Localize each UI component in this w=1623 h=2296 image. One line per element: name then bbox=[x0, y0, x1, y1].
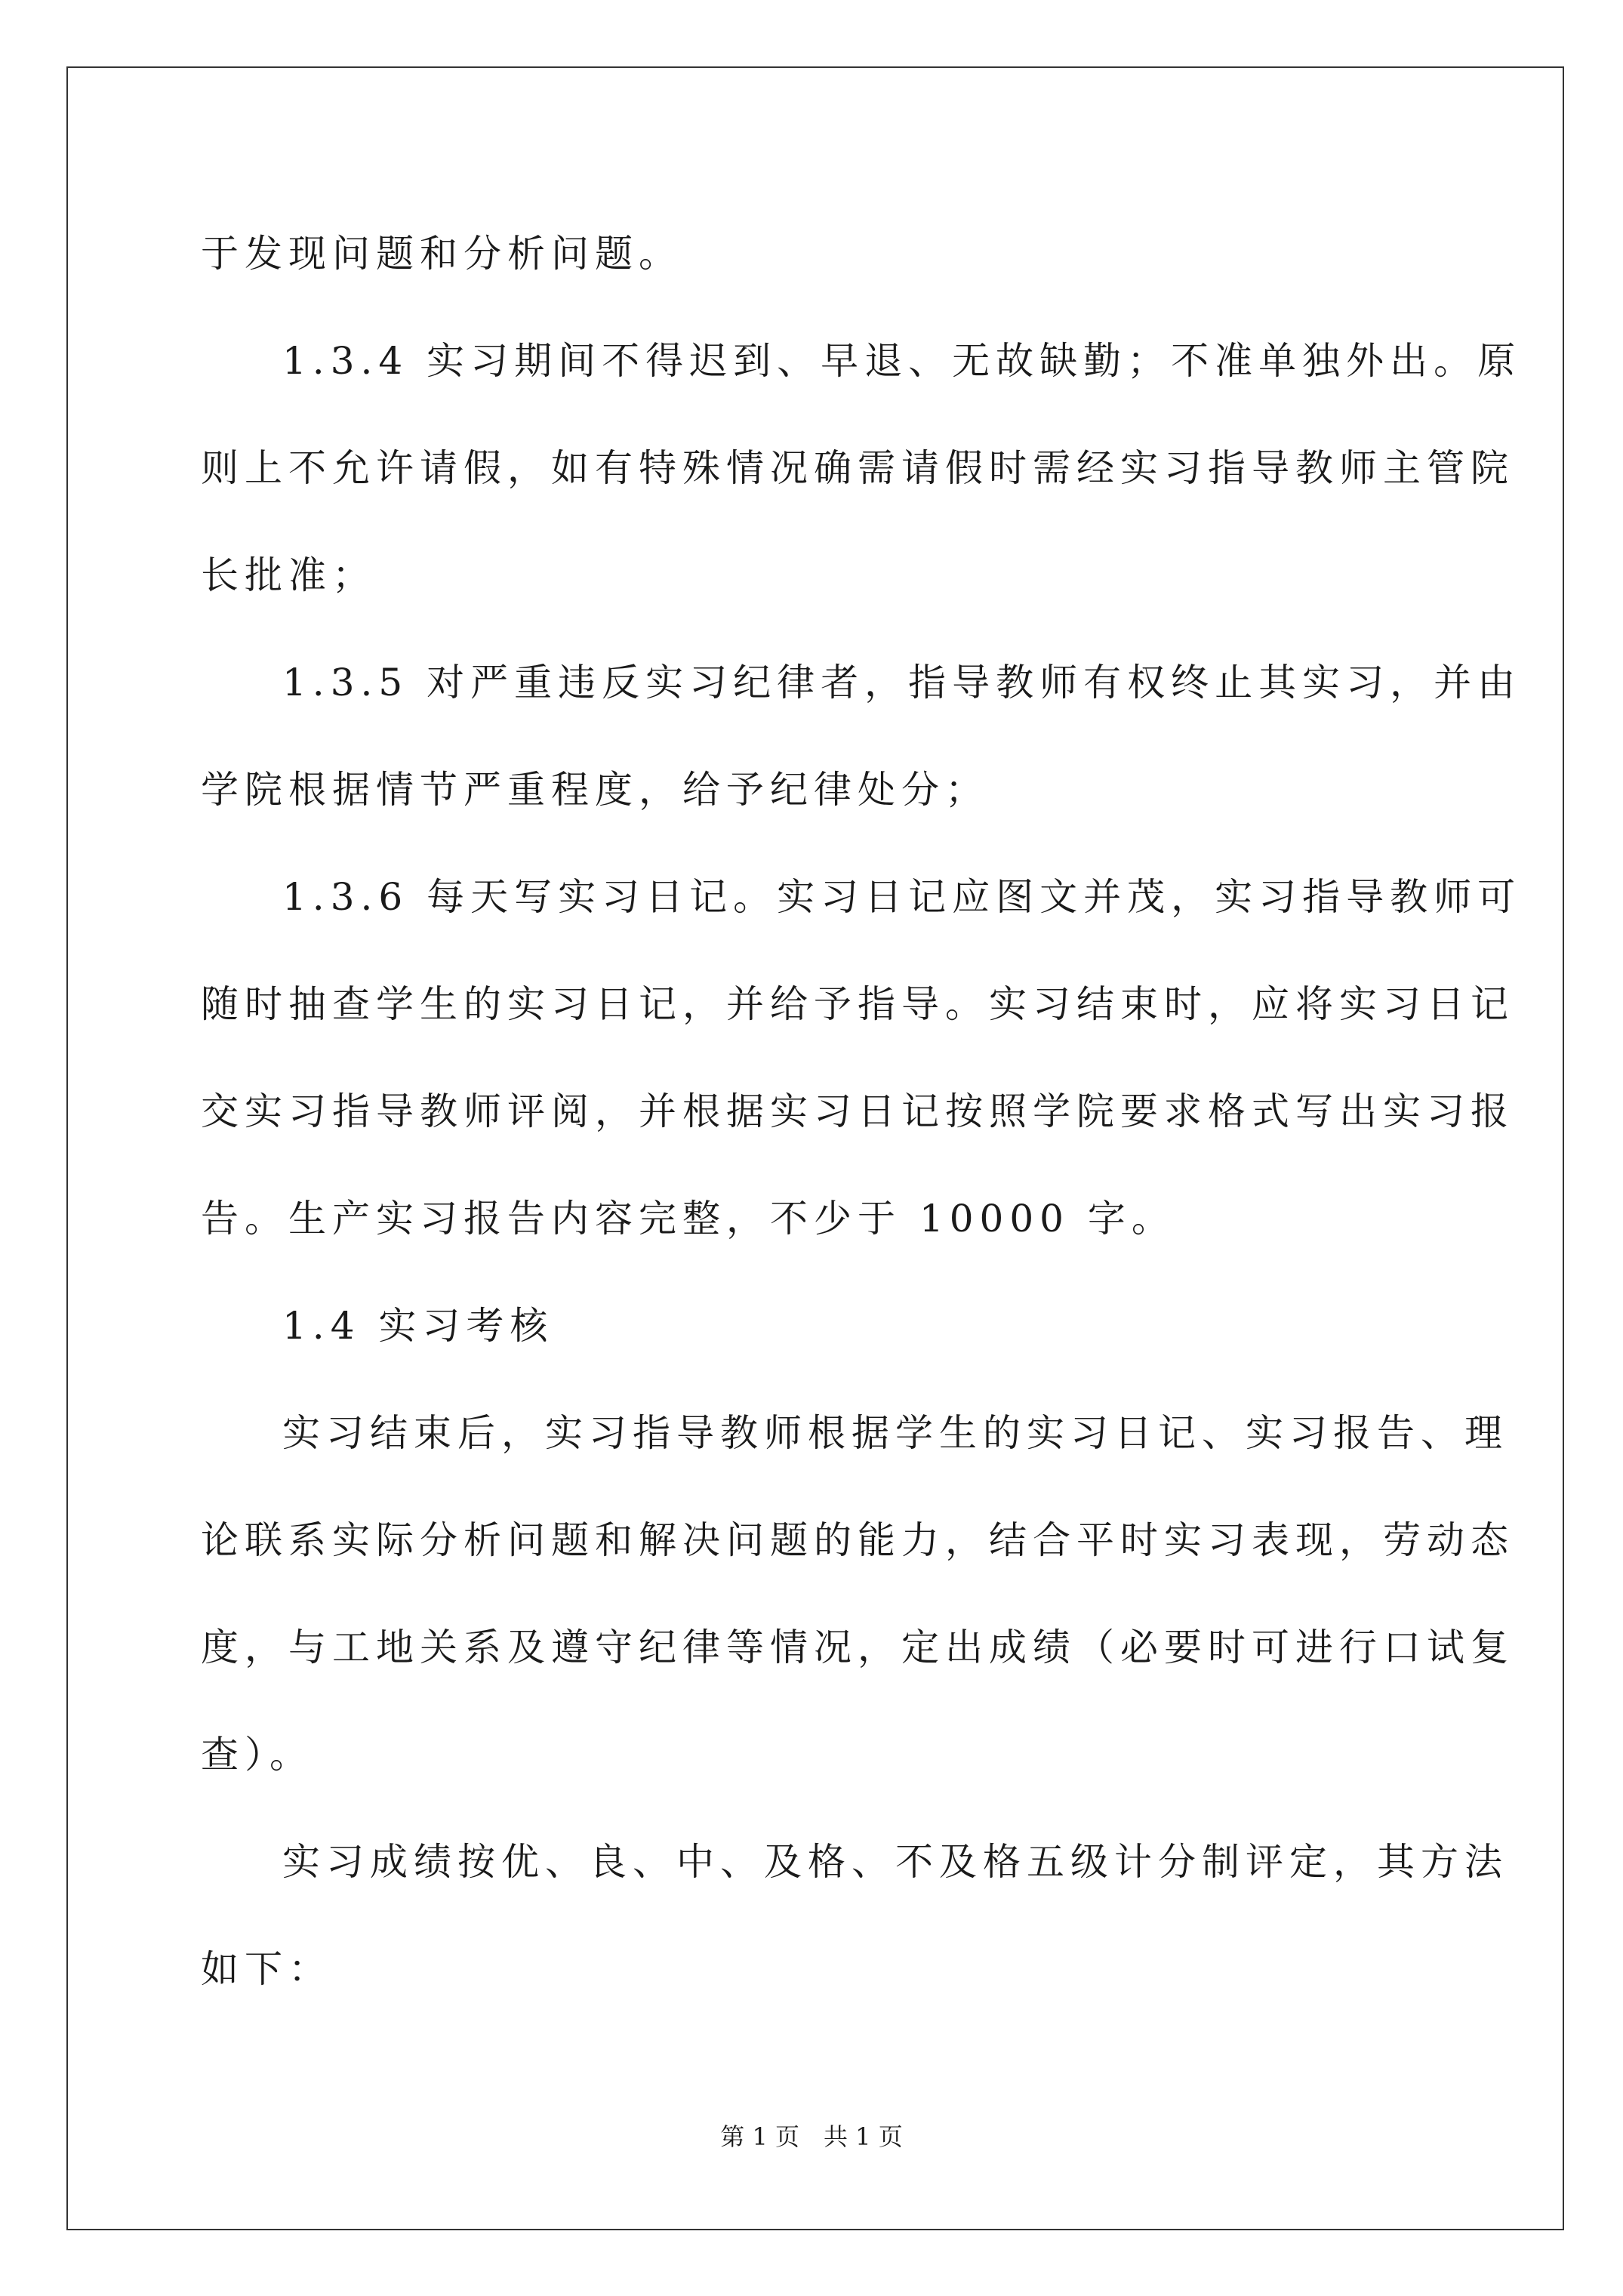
text-line-12: 实习结束后，实习指导教师根据学生的实习日记、实习报告、理 bbox=[282, 1411, 1508, 1455]
text-line-15: 查）。 bbox=[201, 1733, 313, 1777]
text-line-13: 论联系实际分析问题和解决问题的能力，结合平时实习表现，劳动态 bbox=[201, 1518, 1514, 1562]
text-line-3: 则上不允许请假，如有特殊情况确需请假时需经实习指导教师主管院 bbox=[201, 446, 1514, 490]
text-line-9: 交实习指导教师评阅，并根据实习日记按照学院要求格式写出实习报 bbox=[201, 1089, 1514, 1133]
text-line-17: 如下： bbox=[201, 1947, 332, 1991]
text-line-16: 实习成绩按优、良、中、及格、不及格五级计分制评定，其方法 bbox=[282, 1840, 1508, 1884]
text-line-14: 度，与工地关系及遵守纪律等情况，定出成绩（必要时可进行口试复 bbox=[201, 1626, 1514, 1669]
text-line-4: 长批准； bbox=[201, 553, 376, 597]
text-line-7: 1.3.6 每天写实习日记。实习日记应图文并茂，实习指导教师可 bbox=[282, 875, 1522, 919]
page-border bbox=[66, 66, 1564, 2230]
text-line-10: 告。生产实习报告内容完整，不少于 10000 字。 bbox=[201, 1197, 1175, 1240]
text-line-1: 于发现问题和分析问题。 bbox=[201, 232, 682, 276]
text-line-8: 随时抽查学生的实习日记，并给予指导。实习结束时，应将实习日记 bbox=[201, 982, 1514, 1026]
page-footer: 第 1 页 共 1 页 bbox=[720, 2122, 903, 2151]
text-line-2: 1.3.4 实习期间不得迟到、早退、无故缺勤；不准单独外出。原 bbox=[282, 339, 1522, 383]
section-heading: 1.4 实习考核 bbox=[282, 1304, 554, 1348]
text-line-6: 学院根据情节严重程度，给予纪律处分； bbox=[201, 768, 989, 812]
text-line-5: 1.3.5 对严重违反实习纪律者，指导教师有权终止其实习，并由 bbox=[282, 661, 1522, 704]
